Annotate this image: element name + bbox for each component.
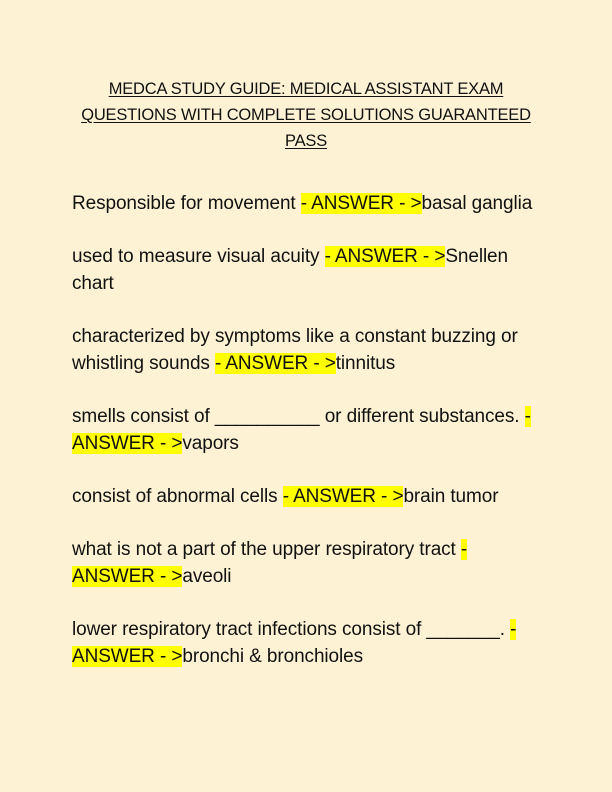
answer-text: brain tumor <box>403 486 499 507</box>
qa-item <box>72 190 542 217</box>
answer-text: tinnitus <box>335 353 396 374</box>
question-text: smells consist of __________ or different substances. <box>72 406 525 427</box>
question-text: consist of abnormal cells <box>72 486 283 507</box>
answer-marker: - ANSWER - > <box>72 619 517 667</box>
question-text: lower respiratory tract infections consist of _______. <box>72 619 511 640</box>
answer-marker: - ANSWER - > <box>215 353 336 374</box>
answer-marker: - ANSWER - > <box>282 486 404 507</box>
answer-marker: - ANSWER - > <box>72 406 531 454</box>
question-text: what is not a part of the upper respiratory tract <box>72 539 461 560</box>
qa-item <box>72 243 542 297</box>
answer-text: aveoli <box>182 566 232 587</box>
answer-text: basal ganglia <box>421 193 533 214</box>
answer-text: vapors <box>182 433 239 454</box>
answer-marker: - ANSWER - > <box>324 246 446 267</box>
qa-item <box>72 536 542 590</box>
qa-item <box>72 483 542 510</box>
question-text: Responsible for movement <box>72 193 301 214</box>
answer-text: Snellen chart <box>72 246 508 294</box>
qa-list <box>72 190 542 696</box>
answer-marker: - ANSWER - > <box>300 193 422 214</box>
answer-marker: - ANSWER - > <box>72 539 468 587</box>
document-title: MEDCA STUDY GUIDE: MEDICAL ASSISTANT EXAM QUESTIONS WITH COMPLETE SOLUTIONS GUARANTEED PASS <box>81 80 531 150</box>
qa-item <box>72 403 542 457</box>
answer-text: bronchi & bronchioles <box>182 646 363 667</box>
question-text: used to measure visual acuity <box>72 246 325 267</box>
question-text: characterized by symptoms like a constant buzzing or whistling sounds <box>72 326 518 374</box>
qa-item <box>72 616 542 670</box>
qa-item <box>72 323 542 377</box>
